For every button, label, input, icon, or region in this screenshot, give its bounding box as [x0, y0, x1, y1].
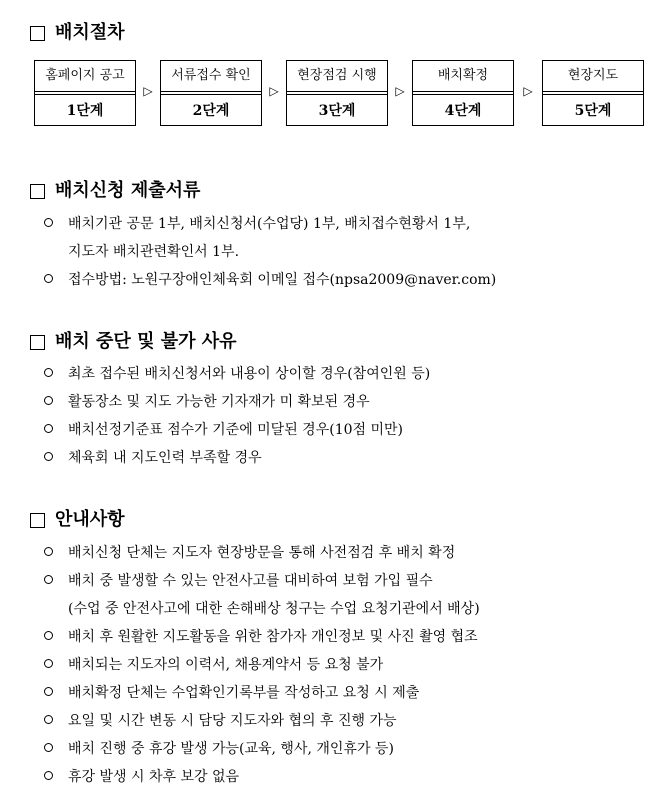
circle-bullet-icon	[44, 575, 53, 584]
checkbox-icon	[30, 513, 45, 528]
circle-bullet-icon	[44, 424, 53, 433]
arrow-right-icon: ▷	[143, 84, 153, 98]
list-item	[44, 416, 430, 444]
list-item	[44, 210, 496, 238]
circle-bullet-icon	[44, 547, 53, 556]
list-item	[44, 651, 480, 679]
step-name: 배치확정	[437, 68, 489, 83]
step-name: 서류접수 확인	[171, 68, 251, 83]
list-item-continuation: (수업 중 안전사고에 대한 손해배상 청구는 수업 요청기관에서 배상)	[68, 601, 480, 617]
list-item-text: 배치기관 공문 1부, 배치신청서(수업당) 1부, 배치접수현황서 1부,	[68, 216, 471, 232]
section-title-text: 배치 중단 및 불가 사유	[55, 331, 237, 352]
step-level: 1단계	[66, 103, 104, 119]
list-item	[44, 388, 430, 416]
list-item-text: 최초 접수된 배치신청서와 내용이 상이할 경우(참여인원 등)	[68, 366, 431, 382]
section-title-text: 안내사항	[55, 509, 125, 530]
list-item	[44, 539, 480, 567]
step-level: 5단계	[574, 103, 612, 119]
section-title-text: 배치절차	[55, 22, 125, 43]
step-name: 현장지도	[567, 68, 619, 83]
stop-reasons-list	[44, 360, 430, 472]
list-item-text: 활동장소 및 지도 가능한 기자재가 미 확보된 경우	[68, 394, 370, 410]
circle-bullet-icon	[44, 715, 53, 724]
list-item-text: 휴강 발생 시 차후 보강 없음	[68, 769, 240, 785]
guide-list	[44, 539, 480, 791]
circle-bullet-icon	[44, 771, 53, 780]
list-item-text: 배치되는 지도자의 이력서, 채용계약서 등 요청 불가	[68, 657, 384, 673]
step-name: 홈페이지 공고	[45, 68, 125, 83]
step-box-2	[160, 60, 262, 126]
list-item	[44, 567, 480, 595]
list-item	[44, 735, 480, 763]
checkbox-icon	[30, 184, 45, 199]
list-item-text: 배치신청 단체는 지도자 현장방문을 통해 사전점검 후 배치 확정	[68, 545, 456, 561]
circle-bullet-icon	[44, 659, 53, 668]
list-item	[44, 360, 430, 388]
list-item-text: 요일 및 시간 변동 시 담당 지도자와 협의 후 진행 가능	[68, 713, 397, 729]
section-title-guide	[30, 509, 125, 531]
list-item-text: 배치확정 단체는 수업확인기록부를 작성하고 요청 시 제출	[68, 685, 420, 701]
step-level: 4단계	[444, 103, 482, 119]
section-title-procedure	[30, 22, 125, 44]
list-item	[44, 266, 496, 294]
arrow-right-icon: ▷	[523, 84, 533, 98]
list-item	[44, 707, 480, 735]
procedure-flow	[34, 60, 646, 128]
list-item-text: 배치 중 발생할 수 있는 안전사고를 대비하여 보험 가입 필수	[68, 573, 433, 589]
circle-bullet-icon	[44, 396, 53, 405]
circle-bullet-icon	[44, 368, 53, 377]
step-level: 3단계	[318, 103, 356, 119]
list-item-text: 배치 후 원활한 지도활동을 위한 참가자 개인정보 및 사진 촬영 협조	[68, 629, 478, 645]
circle-bullet-icon	[44, 631, 53, 640]
section-title-stop	[30, 331, 237, 353]
checkbox-icon	[30, 335, 45, 350]
section-title-documents	[30, 180, 200, 202]
step-box-5	[542, 60, 644, 126]
list-item	[44, 763, 480, 791]
circle-bullet-icon	[44, 274, 53, 283]
circle-bullet-icon	[44, 218, 53, 227]
list-item-text: 체육회 내 지도인력 부족할 경우	[68, 450, 262, 466]
step-name: 현장점검 시행	[297, 68, 377, 83]
step-box-1	[34, 60, 136, 126]
circle-bullet-icon	[44, 452, 53, 461]
checkbox-icon	[30, 26, 45, 41]
step-box-4	[412, 60, 514, 126]
list-item	[44, 444, 430, 472]
circle-bullet-icon	[44, 743, 53, 752]
list-item-continuation: 지도자 배치관련확인서 1부.	[68, 244, 240, 260]
list-item	[44, 623, 480, 651]
section-title-text: 배치신청 제출서류	[55, 180, 201, 201]
arrow-right-icon: ▷	[395, 84, 405, 98]
list-item	[44, 679, 480, 707]
arrow-right-icon: ▷	[269, 84, 279, 98]
list-item-text: 접수방법: 노원구장애인체육회 이메일 접수(npsa2009@naver.com)	[68, 272, 497, 288]
list-item-text: 배치선정기준표 점수가 기준에 미달된 경우(10점 미만)	[68, 422, 403, 438]
list-item-text: 배치 진행 중 휴강 발생 가능(교육, 행사, 개인휴가 등)	[68, 741, 394, 757]
documents-list	[44, 210, 496, 294]
step-level: 2단계	[192, 103, 230, 119]
circle-bullet-icon	[44, 687, 53, 696]
step-box-3	[286, 60, 388, 126]
